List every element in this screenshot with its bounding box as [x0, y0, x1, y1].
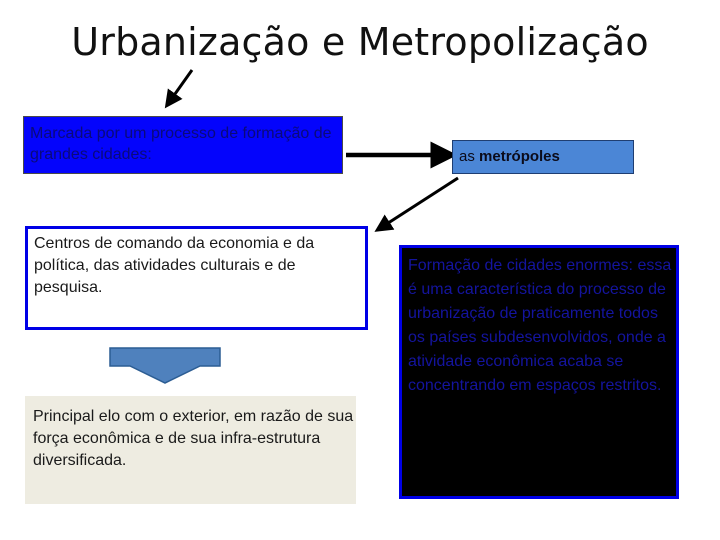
- formacao-box: [399, 245, 679, 499]
- block-arrow-down: [110, 348, 220, 383]
- metropoles-box: [452, 140, 634, 174]
- page-title: Urbanização e Metropolização: [71, 20, 649, 64]
- centros-text: Centros de comando da economia e da política, das atividades culturais e de pesquisa.: [34, 235, 315, 296]
- centros-box: [25, 226, 368, 330]
- metropoles-bold: metrópoles: [479, 148, 560, 165]
- principal-box: [25, 396, 356, 504]
- marcada-text: Marcada por um processo de formação de grandes cidades:: [30, 125, 332, 163]
- marcada-box: [23, 116, 343, 174]
- arrow-title-to-box: [170, 70, 192, 101]
- metropoles-prefix: as: [459, 148, 480, 165]
- formacao-text: Formação de cidades enormes: essa é uma característica do processo de urbanização de praticamente todos os países subdesenvolvidos, onde a atividade econômica acaba se concentrando em espaços restritos.: [408, 257, 672, 394]
- arrow-to-centros: [382, 178, 458, 227]
- principal-text: Principal elo com o exterior, em razão de sua força econômica e de sua infra-estrutura diversificada.: [33, 408, 354, 469]
